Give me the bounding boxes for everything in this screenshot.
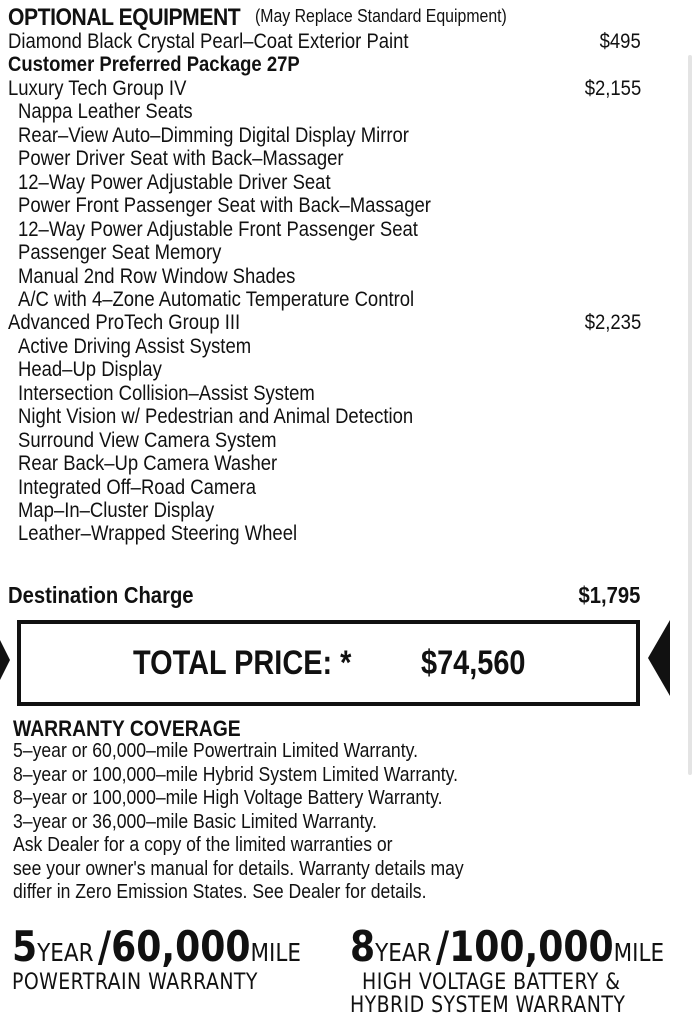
equipment-line-text: Passenger Seat Memory [18,241,222,265]
total-price-value: $74,560 [421,644,526,682]
equipment-line [8,124,695,147]
equipment-line-text: Power Driver Seat with Back–Massager [18,147,344,171]
equipment-line-text: Diamond Black Crystal Pearl–Coat Exterior Paint [8,30,409,53]
badge-years: 5 [12,922,38,971]
equipment-line [8,522,695,545]
equipment-line-text: Night Vision w/ Pedestrian and Animal Detection [18,405,414,429]
equipment-line [8,452,695,475]
destination-charge-price: $1,795 [578,582,640,608]
warranty-line: Ask Dealer for a copy of the limited warranties or [13,834,393,856]
badge-caption-line-1: HIGH VOLTAGE BATTERY & [362,970,621,995]
equipment-line-text: Head–Up Display [18,358,162,382]
equipment-line-price: $2,155 [584,76,641,100]
equipment-line [8,311,695,334]
equipment-line [8,335,695,358]
badge-year-word: YEAR [37,938,94,967]
equipment-line [8,241,695,264]
equipment-line [8,358,695,381]
equipment-line-price: $495 [599,30,641,53]
powertrain-warranty-badge [12,922,348,994]
warranty-line: differ in Zero Emission States. See Dealer for details. [13,881,427,903]
equipment-line-text: Active Driving Assist System [18,334,252,358]
badge-caption: POWERTRAIN WARRANTY [12,970,258,995]
equipment-line [8,77,695,100]
equipment-line [8,476,695,499]
optional-equipment-title: OPTIONAL EQUIPMENT [8,4,241,31]
equipment-line [8,499,695,522]
equipment-line-price: $2,235 [584,311,641,335]
warranty-line: 5–year or 60,000–mile Powertrain Limited Warranty. [13,740,418,762]
equipment-line-text: Rear Back–Up Camera Washer [18,452,278,476]
equipment-line [8,30,695,53]
badge-mile-word: MILE [613,938,665,967]
arrow-left-icon [0,640,10,680]
equipment-line [8,429,695,452]
badge-miles: /60,000 [97,922,251,971]
warranty-lines [13,740,525,905]
arrow-right-icon [648,620,670,696]
equipment-line [8,147,695,170]
badge-years: 8 [350,922,376,971]
warranty-line: 3–year or 36,000–mile Basic Limited Warranty. [13,810,377,833]
equipment-line-text: A/C with 4–Zone Automatic Temperature Control [18,287,415,311]
scrollbar[interactable] [688,55,692,775]
equipment-line [8,288,695,311]
equipment-line-text: Intersection Collision–Assist System [18,381,315,405]
warranty-line: 8–year or 100,000–mile Hybrid System Limited Warranty. [13,763,459,786]
badge-mile-word: MILE [250,938,301,967]
optional-equipment-subtitle: (May Replace Standard Equipment) [255,6,507,26]
equipment-line-text: Customer Preferred Package 27P [8,53,300,77]
equipment-line-text: 12–Way Power Adjustable Front Passenger Seat [18,217,418,241]
badge-year-word: YEAR [375,938,432,967]
equipment-line [8,100,695,123]
total-price-box [17,620,640,706]
equipment-line-text: Nappa Leather Seats [18,100,193,124]
equipment-line-text: Map–In–Cluster Display [18,499,215,522]
battery-hybrid-warranty-badge [350,922,695,1017]
equipment-line-text: Luxury Tech Group IV [8,76,187,100]
equipment-line [8,53,695,76]
badge-miles: /100,000 [435,922,614,971]
destination-charge-label: Destination Charge [8,582,194,608]
equipment-line-text: Surround View Camera System [18,428,277,452]
equipment-line [8,218,695,241]
equipment-line [8,405,695,428]
equipment-line [8,194,695,217]
warranty-line: 8–year or 100,000–mile High Voltage Battery Warranty. [13,787,443,809]
warranty-line: see your owner's manual for details. Warranty details may [13,857,464,880]
equipment-line [8,171,695,194]
equipment-line-text: Rear–View Auto–Dimming Digital Display Mirror [18,123,409,147]
equipment-line-text: Advanced ProTech Group III [8,311,241,335]
equipment-line-text: Manual 2nd Row Window Shades [18,264,296,288]
equipment-line-text: Integrated Off–Road Camera [18,475,256,499]
warranty-coverage [13,716,525,905]
equipment-line [8,265,695,288]
equipment-line-text: 12–Way Power Adjustable Driver Seat [18,170,331,194]
total-price-label: TOTAL PRICE: * [133,644,352,682]
badge-caption-line-2: HYBRID SYSTEM WARRANTY [350,993,626,1018]
warranty-title: WARRANTY COVERAGE [13,716,241,741]
equipment-line-text: Leather–Wrapped Steering Wheel [18,522,298,546]
equipment-line [8,382,695,405]
optional-equipment-header [8,4,272,32]
equipment-line-text: Power Front Passenger Seat with Back–Massager [18,194,431,218]
